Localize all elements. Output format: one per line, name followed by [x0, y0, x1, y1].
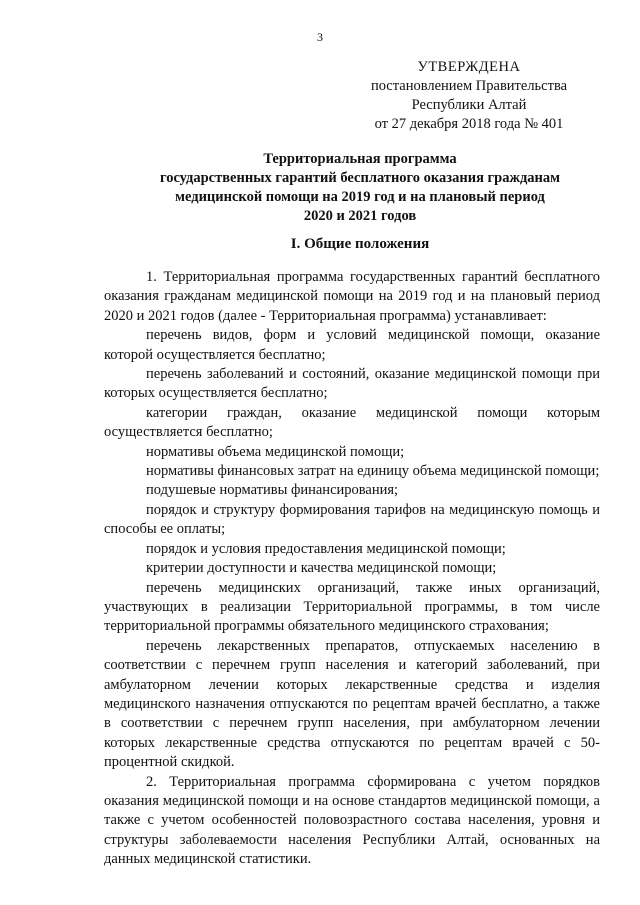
- list-item: подушевые нормативы финансирования;: [146, 482, 399, 499]
- title-line-4: 2020 и 2021 годов: [303, 208, 417, 224]
- list-item: перечень лекарственных препаратов, отпускаемых населению в соответствии с перечнем групп населения и категорий заболеваний, при амбулаторном лечении которых лекарственные средства и изделия медицинского назначения отпускаются по рецептам врачей бесплатно, а также в соответствии с перечнем групп населения, при амбулаторном лечении которых лекарственные средства отпускаются по рецептам врачей с 50-процентной скидкой.: [104, 637, 600, 771]
- approval-line-1: постановлением Правительства: [370, 78, 568, 94]
- title-line-2: государственных гарантий бесплатного оказания гражданам: [159, 170, 561, 186]
- list-item: нормативы финансовых затрат на единицу объема медицинской помощи;: [146, 463, 600, 480]
- list-item: перечень медицинских организаций, также иных организаций, участвующих в реализации Территориальной программы, в том числе территориальной программы обязательного медицинского страхования;: [104, 579, 600, 635]
- list-item: критерии доступности и качества медицинской помощи;: [146, 560, 497, 577]
- approval-line-3: от 27 декабря 2018 года № 401: [374, 116, 564, 132]
- list-item: перечень видов, форм и условий медицинской помощи, оказание которой осуществляется бесплатно;: [104, 327, 600, 363]
- document-body: [104, 268, 600, 870]
- approval-block: [354, 58, 584, 134]
- list-item: порядок и условия предоставления медицинской помощи;: [146, 540, 506, 557]
- list-item: порядок и структуру формирования тарифов на медицинскую помощь и способы ее оплаты;: [104, 501, 600, 538]
- section-heading: I. Общие положения: [290, 236, 430, 252]
- approval-line-2: Республики Алтай: [411, 97, 527, 113]
- page-number: 3: [317, 30, 323, 44]
- title-line-1: Территориальная программа: [263, 151, 457, 167]
- list-item: категории граждан, оказание медицинской помощи которым осуществляется бесплатно;: [104, 404, 600, 441]
- approval-heading: УТВЕРЖДЕНА: [417, 59, 521, 75]
- title-line-3: медицинской помощи на 2019 год и на плановый период: [175, 189, 545, 205]
- paragraph-2: 2. Территориальная программа сформирована с учетом порядков оказания медицинской помощи и на основе стандартов медицинской помощи, а также с учетом особенностей половозрастного состава населения, уровня и структуры заболеваемости населения Республики Алтай, основанных на данных медицинской статистики.: [104, 773, 600, 868]
- list-item: перечень заболеваний и состояний, оказание медицинской помощи при которых осуществляется бесплатно;: [104, 366, 600, 402]
- list-item: нормативы объема медицинской помощи;: [146, 443, 405, 460]
- document-title: [100, 150, 620, 226]
- paragraph-1: 1. Территориальная программа государственных гарантий бесплатного оказания гражданам медицинской помощи на 2019 год и на плановый период 2020 и 2021 годов (далее - Территориальная программа) устанавливает:: [104, 269, 600, 324]
